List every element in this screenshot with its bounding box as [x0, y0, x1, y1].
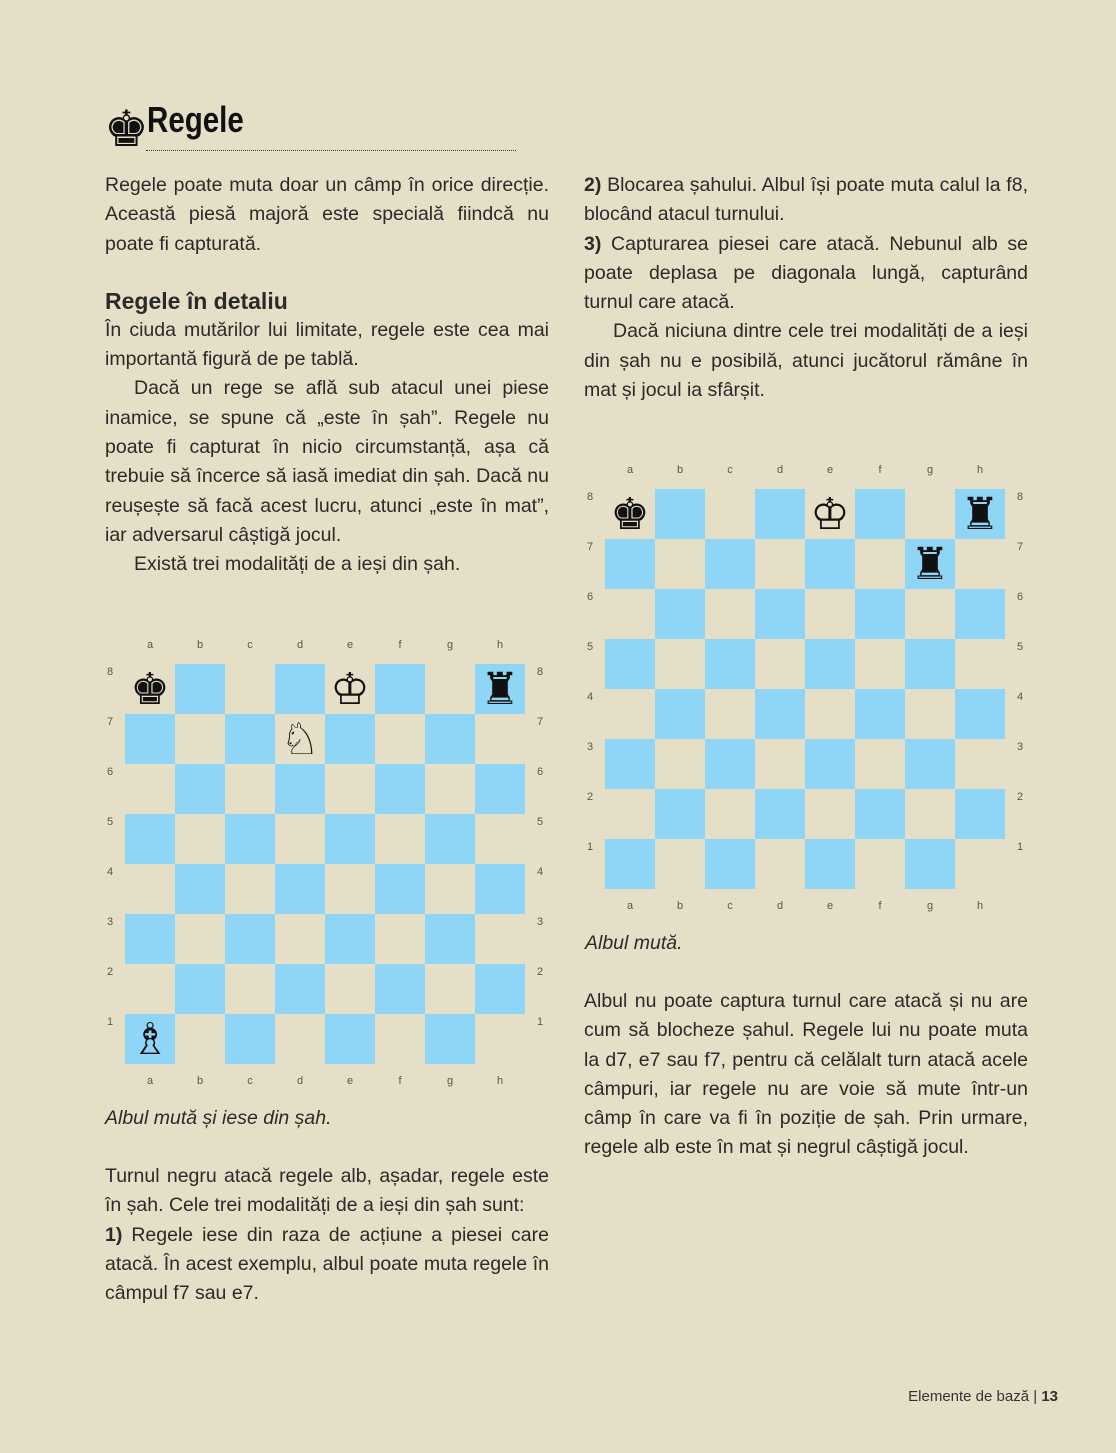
rank-label-left: 7: [106, 716, 114, 728]
check-explanation: Turnul negru atacă regele alb, așadar, regele este în șah. Cele trei modalități de a ieși din șah sunt:: [105, 1165, 549, 1217]
square-g1: [905, 839, 955, 889]
rank-label-left: 8: [106, 666, 114, 678]
rank-label-right: 5: [1016, 641, 1024, 653]
rank-label-right: 6: [536, 766, 544, 778]
square-c7: [705, 539, 755, 589]
square-h7: [475, 714, 525, 764]
square-h4: [475, 864, 525, 914]
square-b5: [175, 814, 225, 864]
square-g8: [905, 489, 955, 539]
black-king-icon: ♚: [610, 489, 650, 540]
square-f2: [375, 964, 425, 1014]
square-b6: [175, 764, 225, 814]
square-e5: [805, 639, 855, 689]
option-3-number: 3): [584, 232, 602, 255]
rank-label-right: 1: [536, 1016, 544, 1028]
chess-board: [100, 636, 549, 1096]
page-number: 13: [1041, 1388, 1058, 1405]
rank-label-right: 1: [1016, 841, 1024, 853]
square-b7: [655, 539, 705, 589]
file-label-top: d: [776, 464, 784, 476]
intro-paragraph: Regele poate muta doar un câmp în orice direcție. Această piesă majoră este specială fiindcă nu poate fi capturată.: [105, 174, 549, 255]
rank-label-right: 7: [1016, 541, 1024, 553]
square-d5: [755, 639, 805, 689]
square-e7: [325, 714, 375, 764]
rank-label-left: 6: [586, 591, 594, 603]
square-a3: [605, 739, 655, 789]
square-d4: [275, 864, 325, 914]
square-d5: [275, 814, 325, 864]
option-3-paragraph: [584, 230, 1028, 318]
square-d7: [755, 539, 805, 589]
square-e2: [325, 964, 375, 1014]
square-g3: [905, 739, 955, 789]
rank-label-right: 6: [1016, 591, 1024, 603]
square-c6: [225, 764, 275, 814]
black-rook-icon: ♜: [480, 664, 520, 715]
file-label-top: c: [247, 639, 253, 651]
footer-section: Elemente de bază: [908, 1388, 1030, 1405]
file-label-top: g: [446, 639, 454, 651]
square-d6: [755, 589, 805, 639]
file-label-bottom: f: [878, 900, 882, 912]
option-2-text: Blocarea șahului. Albul își poate muta calul la f8, blocând atacul turnului.: [584, 174, 1028, 226]
square-f7: [855, 539, 905, 589]
file-label-top: e: [346, 639, 354, 651]
file-label-bottom: e: [826, 900, 834, 912]
page-footer: [908, 1386, 1058, 1408]
square-a7: [605, 539, 655, 589]
square-g8: [425, 664, 475, 714]
chess-board: [580, 461, 1029, 921]
file-label-top: d: [296, 639, 304, 651]
rank-label-right: 4: [536, 866, 544, 878]
square-a5: [605, 639, 655, 689]
square-b4: [655, 689, 705, 739]
file-label-bottom: g: [446, 1075, 454, 1087]
option-1-text: Regele iese din raza de acțiune a piesei care atacă. În acest exemplu, albul poate muta regele în câmpul f7 sau e7.: [105, 1223, 549, 1305]
square-c1: [225, 1014, 275, 1064]
square-g7: [425, 714, 475, 764]
square-e1: [805, 839, 855, 889]
rank-label-left: 4: [106, 866, 114, 878]
square-g6: [425, 764, 475, 814]
square-d4: [755, 689, 805, 739]
rank-label-left: 3: [586, 741, 594, 753]
square-g2: [425, 964, 475, 1014]
rank-label-right: 3: [536, 916, 544, 928]
square-d3: [275, 914, 325, 964]
square-a2: [125, 964, 175, 1014]
square-b3: [175, 914, 225, 964]
square-h3: [955, 739, 1005, 789]
square-b8: [655, 489, 705, 539]
square-b1: [655, 839, 705, 889]
square-b4: [175, 864, 225, 914]
file-label-top: f: [878, 464, 882, 476]
square-d3: [755, 739, 805, 789]
right-column-top: [584, 171, 1028, 405]
square-g3: [425, 914, 475, 964]
rank-label-left: 3: [106, 916, 114, 928]
file-label-top: h: [496, 639, 504, 651]
square-f2: [855, 789, 905, 839]
title-divider: [146, 150, 516, 151]
option-2-number: 2): [584, 174, 602, 196]
mate-paragraph: Dacă niciuna dintre cele trei modalități de a ieși din șah nu e posibilă, atunci jucătorul rămâne în mat și jocul ia sfârșit.: [584, 320, 1028, 402]
file-label-bottom: d: [776, 900, 784, 912]
page-title: Regele: [147, 99, 244, 140]
square-d1: [755, 839, 805, 889]
square-f3: [375, 914, 425, 964]
file-label-bottom: c: [727, 900, 733, 912]
square-b3: [655, 739, 705, 789]
chess-diagram-1: [100, 636, 549, 1096]
square-e5: [325, 814, 375, 864]
square-h4: [955, 689, 1005, 739]
square-g2: [905, 789, 955, 839]
square-h2: [955, 789, 1005, 839]
square-h1: [955, 839, 1005, 889]
square-e4: [325, 864, 375, 914]
file-label-bottom: a: [146, 1075, 154, 1087]
square-b8: [175, 664, 225, 714]
square-g5: [425, 814, 475, 864]
square-h5: [475, 814, 525, 864]
square-b2: [655, 789, 705, 839]
file-label-bottom: e: [346, 1075, 354, 1087]
file-label-top: b: [676, 464, 684, 476]
left-column-bottom: [105, 1162, 549, 1308]
rank-label-right: 3: [1016, 741, 1024, 753]
black-rook-icon: ♜: [960, 489, 1000, 540]
file-label-bottom: c: [247, 1075, 253, 1087]
square-f4: [375, 864, 425, 914]
file-label-bottom: b: [196, 1075, 204, 1087]
square-h2: [475, 964, 525, 1014]
diagram-1-caption: Albul mută și iese din șah.: [105, 1107, 332, 1129]
white-knight-icon: ♘: [280, 714, 320, 765]
rank-label-left: 5: [586, 641, 594, 653]
square-f5: [855, 639, 905, 689]
square-c2: [705, 789, 755, 839]
rank-label-left: 5: [106, 816, 114, 828]
square-f8: [855, 489, 905, 539]
page-title-block: [104, 100, 516, 156]
detail-paragraph-1: În ciuda mutărilor lui limitate, regele este cea mai importantă figură de pe tablă.: [105, 318, 549, 371]
rank-label-left: 6: [106, 766, 114, 778]
square-d2: [755, 789, 805, 839]
square-e6: [325, 764, 375, 814]
file-label-top: b: [196, 639, 204, 651]
rank-label-right: 2: [1016, 791, 1024, 803]
square-f4: [855, 689, 905, 739]
square-d2: [275, 964, 325, 1014]
detail-paragraph-3: Există trei modalități de a ieși din șah.: [134, 553, 461, 576]
square-c4: [705, 689, 755, 739]
square-g4: [425, 864, 475, 914]
square-e1: [325, 1014, 375, 1064]
file-label-top: a: [626, 464, 634, 476]
rank-label-left: 2: [586, 791, 594, 803]
rank-label-left: 4: [586, 691, 594, 703]
section-heading: Regele în detaliu: [105, 287, 288, 314]
square-a3: [125, 914, 175, 964]
rank-label-left: 2: [106, 966, 114, 978]
square-c6: [705, 589, 755, 639]
square-c3: [705, 739, 755, 789]
square-h1: [475, 1014, 525, 1064]
square-c8: [705, 489, 755, 539]
square-a6: [605, 589, 655, 639]
square-c1: [705, 839, 755, 889]
rank-label-right: 5: [536, 816, 544, 828]
square-d6: [275, 764, 325, 814]
detail-paragraph-2: Dacă un rege se află sub atacul unei piese inamice, se spune că „este în șah”. Regele nu poate fi capturat în nicio circumstanță, așa că trebuie să încerce să iasă imediat din șah. Dacă nu reușește să facă acest lucru, atunci „este în mat”, iar adversarul câștigă jocul.: [105, 377, 549, 546]
square-c7: [225, 714, 275, 764]
right-column-bottom: [584, 987, 1028, 1163]
square-c2: [225, 964, 275, 1014]
square-b5: [655, 639, 705, 689]
file-label-top: g: [926, 464, 934, 476]
rank-label-right: 8: [536, 666, 544, 678]
square-e3: [805, 739, 855, 789]
square-a5: [125, 814, 175, 864]
square-e7: [805, 539, 855, 589]
rank-label-left: 7: [586, 541, 594, 553]
rank-label-left: 8: [586, 491, 594, 503]
square-f5: [375, 814, 425, 864]
square-h3: [475, 914, 525, 964]
white-king-icon: ♔: [330, 664, 370, 715]
square-a7: [125, 714, 175, 764]
square-f3: [855, 739, 905, 789]
rank-label-right: 2: [536, 966, 544, 978]
black-rook-icon: ♜: [910, 539, 950, 590]
file-label-bottom: h: [496, 1075, 504, 1087]
king-icon: ♚: [104, 100, 149, 158]
square-h6: [475, 764, 525, 814]
square-f7: [375, 714, 425, 764]
square-g4: [905, 689, 955, 739]
square-e2: [805, 789, 855, 839]
file-label-top: f: [398, 639, 402, 651]
square-e4: [805, 689, 855, 739]
rank-label-left: 1: [106, 1016, 114, 1028]
option-2-paragraph: [584, 171, 1028, 230]
left-column-top: [105, 171, 549, 580]
rank-label-left: 1: [586, 841, 594, 853]
white-king-icon: ♔: [810, 489, 850, 540]
square-g5: [905, 639, 955, 689]
square-b6: [655, 589, 705, 639]
square-a4: [125, 864, 175, 914]
square-e6: [805, 589, 855, 639]
square-a6: [125, 764, 175, 814]
option-1-number: 1): [105, 1223, 123, 1246]
file-label-bottom: a: [626, 900, 634, 912]
footer-separator: |: [1033, 1388, 1038, 1405]
rank-label-right: 8: [1016, 491, 1024, 503]
file-label-bottom: b: [676, 900, 684, 912]
file-label-top: h: [976, 464, 984, 476]
option-3-text: Capturarea piesei care atacă. Nebunul alb se poate deplasa pe diagonala lungă, capturând turnul care atacă.: [584, 232, 1029, 314]
file-label-bottom: d: [296, 1075, 304, 1087]
square-e3: [325, 914, 375, 964]
file-label-top: e: [826, 464, 834, 476]
square-f6: [855, 589, 905, 639]
file-label-bottom: h: [976, 900, 984, 912]
square-h7: [955, 539, 1005, 589]
rank-label-right: 4: [1016, 691, 1024, 703]
square-d8: [275, 664, 325, 714]
square-b7: [175, 714, 225, 764]
square-c5: [705, 639, 755, 689]
square-b1: [175, 1014, 225, 1064]
square-f1: [855, 839, 905, 889]
file-label-bottom: f: [398, 1075, 402, 1087]
option-1-paragraph: [105, 1221, 549, 1309]
square-a1: [605, 839, 655, 889]
square-c3: [225, 914, 275, 964]
black-king-icon: ♚: [130, 664, 170, 715]
square-f1: [375, 1014, 425, 1064]
square-b2: [175, 964, 225, 1014]
square-a2: [605, 789, 655, 839]
diagram-2-caption: Albul mută.: [585, 932, 683, 954]
square-c8: [225, 664, 275, 714]
chess-diagram-2: [580, 461, 1029, 921]
rank-label-right: 7: [536, 716, 544, 728]
square-g6: [905, 589, 955, 639]
square-a4: [605, 689, 655, 739]
square-h6: [955, 589, 1005, 639]
square-c5: [225, 814, 275, 864]
white-bishop-icon: ♗: [130, 1014, 170, 1065]
file-label-top: a: [146, 639, 154, 651]
checkmate-explanation: Albul nu poate captura turnul care atacă și nu are cum să blocheze șahul. Regele lui nu poate muta la d7, e7 sau f7, pentru că celălalt turn atacă acele câmpuri, iar regele nu are voie să mute într-un câmp în care va fi în poziție de șah. Prin urmare, regele alb este în mat și negrul câștigă jocul.: [584, 990, 1028, 1159]
file-label-bottom: g: [926, 900, 934, 912]
square-f8: [375, 664, 425, 714]
square-d1: [275, 1014, 325, 1064]
file-label-top: c: [727, 464, 733, 476]
square-c4: [225, 864, 275, 914]
square-d8: [755, 489, 805, 539]
square-h5: [955, 639, 1005, 689]
square-f6: [375, 764, 425, 814]
square-g1: [425, 1014, 475, 1064]
